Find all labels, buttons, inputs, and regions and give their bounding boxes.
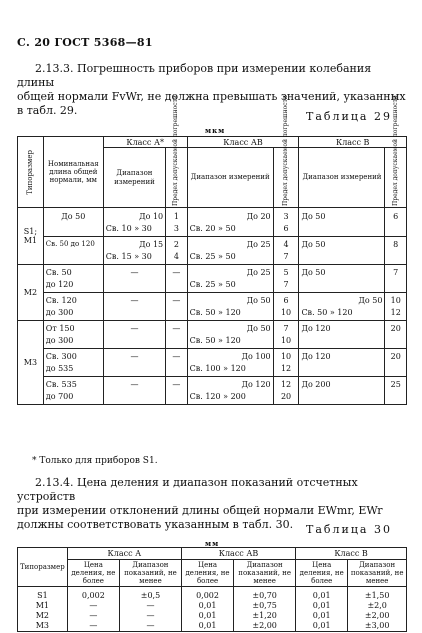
col-length-header: Номинальная длина общей нормали, мм xyxy=(43,137,103,208)
ab-error-cell: 12 xyxy=(273,377,299,393)
b-range-cell: ±2,0 xyxy=(348,601,407,611)
type-cell: M3 xyxy=(18,621,68,632)
length-cell: От 150 xyxy=(43,321,103,337)
a-range-cell: Св. 15 » 30 xyxy=(103,252,165,265)
length-cell: до 700 xyxy=(43,392,103,405)
ab-range-cell: ±1,20 xyxy=(234,611,296,621)
table-row xyxy=(18,237,407,253)
ab-error-cell: 6 xyxy=(273,224,299,237)
class-b-header: Класс В xyxy=(296,548,407,560)
a-range-cell: — xyxy=(119,611,181,621)
a-range-cell: — xyxy=(103,377,165,405)
error-header: Предел допускаемой погрешности xyxy=(391,94,399,206)
a-error-cell: 2 xyxy=(166,237,188,253)
ab-range-cell: Св. 25 » 50 xyxy=(187,280,273,293)
b-range-cell: ±3,00 xyxy=(348,621,407,632)
a-range-cell: — xyxy=(103,321,165,349)
a-range-cell: Св. 10 » 30 xyxy=(103,224,165,237)
table-row xyxy=(18,621,407,632)
table-row xyxy=(18,336,407,349)
class-a-header: Класс А xyxy=(67,548,181,560)
table-30-unit: мм xyxy=(205,539,220,548)
a-error-cell: — xyxy=(166,265,188,293)
type-cell: M2 xyxy=(18,265,44,321)
range-header: Диапазон измерений xyxy=(299,148,385,208)
b-range-cell: До 120 xyxy=(299,321,385,337)
div-header: Цена деления, не более xyxy=(296,560,348,587)
b-range-cell: До 50 xyxy=(299,237,385,253)
a-range-cell: — xyxy=(103,265,165,293)
a-range-cell: — xyxy=(119,601,181,611)
b-div-cell: 0,01 xyxy=(296,621,348,632)
ab-error-cell: 7 xyxy=(273,280,299,293)
ab-range-cell: Св. 50 » 120 xyxy=(187,336,273,349)
para-line: общей нормали FvWr, не должна превышать значений, указанных xyxy=(17,90,406,103)
ab-error-cell: 7 xyxy=(273,252,299,265)
div-header: Цена деления, не более xyxy=(181,560,233,587)
table-29-caption: Таблица 29 xyxy=(306,110,392,123)
table-row xyxy=(18,587,407,602)
table-row xyxy=(18,308,407,321)
table-30-caption: Таблица 30 xyxy=(306,523,392,536)
para-line: в табл. 29. xyxy=(17,104,78,117)
a-error-cell: 3 xyxy=(166,224,188,237)
b-error-cell: 8 xyxy=(385,237,407,253)
ab-range-cell: До 20 xyxy=(187,208,273,225)
b-div-cell: 0,01 xyxy=(296,587,348,602)
ab-range-cell: ±0,75 xyxy=(234,601,296,611)
type-cell: S1; M1 xyxy=(18,208,44,265)
a-range-cell: До 10 xyxy=(103,208,165,225)
ab-error-cell: 10 xyxy=(273,336,299,349)
a-range-cell: До 15 xyxy=(103,237,165,253)
table-row xyxy=(18,321,407,337)
a-div-cell: — xyxy=(67,601,119,611)
ab-range-cell: Св. 120 » 200 xyxy=(187,392,273,405)
a-error-cell: — xyxy=(166,321,188,349)
table-row xyxy=(18,611,407,621)
ab-range-cell: До 120 xyxy=(187,377,273,393)
ab-error-cell: 3 xyxy=(273,208,299,225)
table-row xyxy=(18,392,407,405)
b-range-cell: До 120 xyxy=(299,349,385,365)
para-line: должны соответствовать указанным в табл. 30. xyxy=(17,518,294,531)
ab-div-cell: 0,01 xyxy=(181,611,233,621)
ab-error-cell: 20 xyxy=(273,392,299,405)
para-line: 2.13.3. Погрешность приборов при измерении колебания длины xyxy=(17,62,372,89)
length-cell: Св. 300 xyxy=(43,349,103,365)
ab-error-cell: 12 xyxy=(273,364,299,377)
range-header: Диапазон показаний, не менее xyxy=(234,560,296,587)
a-error-cell: — xyxy=(166,293,188,321)
a-range-cell: — xyxy=(103,349,165,377)
length-cell: до 535 xyxy=(43,364,103,377)
table-row xyxy=(18,601,407,611)
ab-error-cell: 5 xyxy=(273,265,299,281)
table-row xyxy=(18,377,407,393)
b-range-cell: До 200 xyxy=(299,377,385,393)
a-div-cell: 0,002 xyxy=(67,587,119,602)
ab-range-cell: До 50 xyxy=(187,293,273,309)
a-div-cell: — xyxy=(67,611,119,621)
a-range-cell: — xyxy=(119,621,181,632)
page-header: С. 20 ГОСТ 5368—81 xyxy=(17,36,153,49)
table-29-unit: мкм xyxy=(205,126,226,135)
b-error-cell: 6 xyxy=(385,208,407,225)
ab-range-cell: До 25 xyxy=(187,265,273,281)
length-cell: Св. 535 xyxy=(43,377,103,393)
col-type-header: Типоразмер xyxy=(18,548,68,587)
b-error-cell: 25 xyxy=(385,377,407,393)
table-row xyxy=(18,208,407,225)
length-cell: Св. 50 до 120 xyxy=(43,237,103,253)
ab-range-cell: До 25 xyxy=(187,237,273,253)
ab-range-cell: До 50 xyxy=(187,321,273,337)
table-row xyxy=(18,280,407,293)
b-range-cell: До 50 xyxy=(299,293,385,309)
b-range-cell: ±2,00 xyxy=(348,611,407,621)
b-error-cell: 7 xyxy=(385,265,407,281)
col-type-header: Типоразмер xyxy=(26,149,35,195)
type-cell: M1 xyxy=(18,601,68,611)
length-cell: до 120 xyxy=(43,280,103,293)
range-header: Диапазон показаний, не менее xyxy=(119,560,181,587)
table-30 xyxy=(17,547,407,632)
type-cell: M3 xyxy=(18,321,44,405)
range-header: Диапазон измерений xyxy=(103,148,165,208)
length-cell: до 300 xyxy=(43,336,103,349)
table-row xyxy=(18,265,407,281)
error-header: Предел допускаемой погрешности xyxy=(172,94,180,206)
range-header: Диапазон измерений xyxy=(187,148,273,208)
type-cell: M2 xyxy=(18,611,68,621)
table-row xyxy=(18,349,407,365)
b-error-cell: 10 xyxy=(385,293,407,309)
a-error-cell: — xyxy=(166,349,188,377)
ab-error-cell: 6 xyxy=(273,293,299,309)
class-b-header: Класс В xyxy=(299,137,407,148)
b-div-cell: 0,01 xyxy=(296,611,348,621)
length-cell: до 300 xyxy=(43,308,103,321)
b-error-cell: 20 xyxy=(385,321,407,337)
ab-range-cell: До 100 xyxy=(187,349,273,365)
ab-div-cell: 0,002 xyxy=(181,587,233,602)
b-error-cell: 12 xyxy=(385,308,407,321)
b-range-cell: ±1,50 xyxy=(348,587,407,602)
class-ab-header: Класс АВ xyxy=(181,548,295,560)
table-row xyxy=(18,293,407,309)
ab-range-cell: Св. 25 » 50 xyxy=(187,252,273,265)
b-range-cell: До 50 xyxy=(299,265,385,281)
ab-div-cell: 0,01 xyxy=(181,621,233,632)
table-row xyxy=(18,252,407,265)
type-cell: S1 xyxy=(18,587,68,602)
a-range-cell: — xyxy=(103,293,165,321)
range-header: Диапазон показаний, не менее xyxy=(348,560,407,587)
ab-range-cell: ±0,70 xyxy=(234,587,296,602)
a-div-cell: — xyxy=(67,621,119,632)
b-error-cell: 20 xyxy=(385,349,407,365)
b-range-cell: Св. 50 » 120 xyxy=(299,308,385,321)
table-row xyxy=(18,364,407,377)
error-header: Предел допускаемой погрешности xyxy=(282,94,290,206)
ab-error-cell: 10 xyxy=(273,349,299,365)
a-error-cell: 1 xyxy=(166,208,188,225)
ab-error-cell: 4 xyxy=(273,237,299,253)
a-error-cell: — xyxy=(166,377,188,405)
a-range-cell: ±0,5 xyxy=(119,587,181,602)
ab-range-cell: Св. 50 » 120 xyxy=(187,308,273,321)
table-row xyxy=(18,224,407,237)
b-div-cell: 0,01 xyxy=(296,601,348,611)
para-line: при измерении отклонений длины общей нормали EWmr, EWr xyxy=(17,504,383,517)
ab-error-cell: 10 xyxy=(273,308,299,321)
table-29-footnote: * Только для приборов S1. xyxy=(32,456,158,466)
length-cell: До 50 xyxy=(43,208,103,225)
ab-range-cell: Св. 100 » 120 xyxy=(187,364,273,377)
ab-range-cell: ±2,00 xyxy=(234,621,296,632)
length-cell: Св. 50 xyxy=(43,265,103,281)
length-cell: Св. 120 xyxy=(43,293,103,309)
para-line: 2.13.4. Цена деления и диапазон показаний отсчетных устройств xyxy=(17,476,358,503)
ab-range-cell: Св. 20 » 50 xyxy=(187,224,273,237)
ab-error-cell: 7 xyxy=(273,321,299,337)
ab-div-cell: 0,01 xyxy=(181,601,233,611)
a-error-cell: 4 xyxy=(166,252,188,265)
div-header: Цена деления, не более xyxy=(67,560,119,587)
class-ab-header: Класс АВ xyxy=(187,137,299,148)
class-a-header: Класс А* xyxy=(103,137,187,148)
b-range-cell: До 50 xyxy=(299,208,385,225)
